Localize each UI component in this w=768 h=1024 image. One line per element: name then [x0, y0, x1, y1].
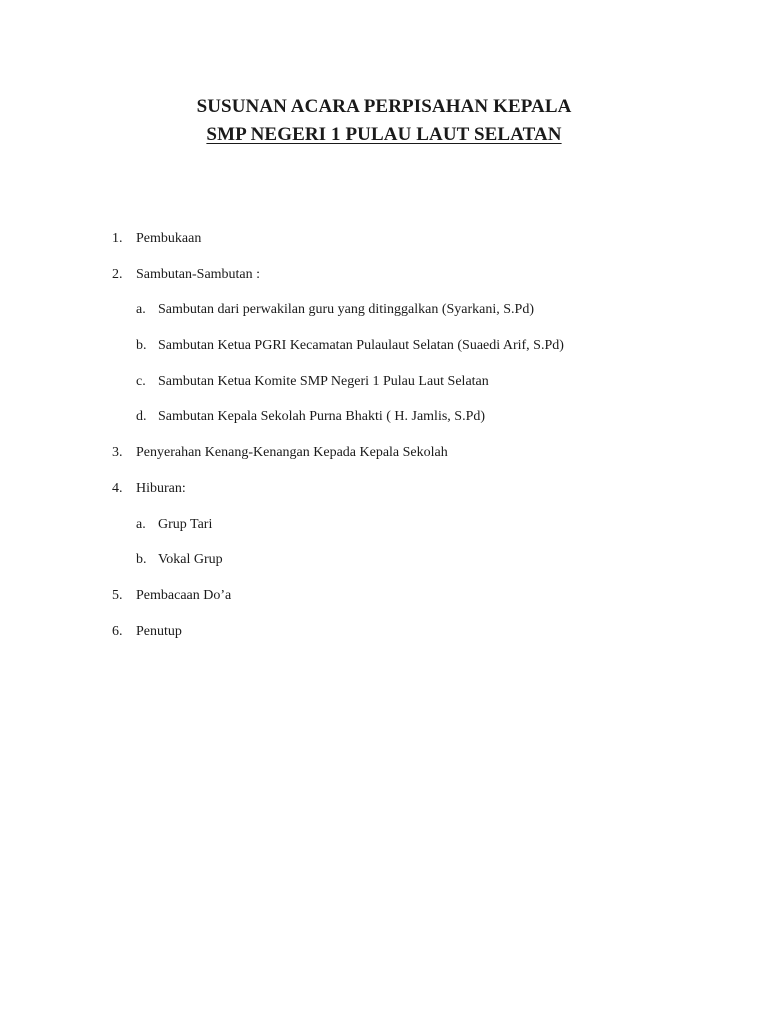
agenda-subitem-4b	[0, 550, 768, 570]
agenda-item-4	[0, 479, 768, 499]
agenda-item-5	[0, 586, 768, 606]
item-number: 3.	[112, 445, 123, 461]
agenda-list	[0, 229, 768, 657]
item-number: 5.	[112, 587, 123, 603]
agenda-item-6	[0, 622, 768, 642]
subitem-letter: b.	[136, 552, 147, 568]
subitem-letter: b.	[136, 338, 147, 354]
item-number: 4.	[112, 480, 123, 496]
agenda-item-1	[0, 229, 768, 249]
item-text: Penyerahan Kenang-Kenangan Kepada Kepala Sekolah	[136, 445, 448, 461]
document-title	[0, 93, 768, 149]
subitem-text: Grup Tari	[158, 516, 213, 532]
subitem-letter: a.	[136, 516, 146, 532]
item-text: Hiburan:	[136, 480, 186, 496]
subitem-letter: d.	[136, 409, 147, 425]
item-number: 2.	[112, 266, 123, 282]
subitem-text: Vokal Grup	[158, 552, 223, 568]
item-text: Sambutan-Sambutan :	[136, 266, 261, 282]
agenda-subitem-2d	[0, 407, 768, 427]
agenda-item-2	[0, 265, 768, 285]
item-text: Pembacaan Do’a	[136, 587, 232, 603]
agenda-item-3	[0, 443, 768, 463]
agenda-subitem-4a	[0, 515, 768, 535]
subitem-text: Sambutan dari perwakilan guru yang ditinggalkan (Syarkani, S.Pd)	[158, 302, 534, 318]
title-line-1: SUSUNAN ACARA PERPISAHAN KEPALA	[196, 96, 572, 117]
subitem-letter: a.	[136, 302, 146, 318]
agenda-subitem-2a	[0, 300, 768, 320]
item-text: Penutup	[136, 623, 182, 639]
title-line-2: SMP NEGERI 1 PULAU LAUT SELATAN	[206, 124, 562, 145]
subitem-text: Sambutan Ketua Komite SMP Negeri 1 Pulau Laut Selatan	[158, 373, 489, 389]
agenda-subitem-2c	[0, 372, 768, 392]
subitem-text: Sambutan Kepala Sekolah Purna Bhakti ( H. Jamlis, S.Pd)	[158, 409, 486, 425]
agenda-subitem-2b	[0, 336, 768, 356]
subitem-text: Sambutan Ketua PGRI Kecamatan Pulaulaut Selatan (Suaedi Arif, S.Pd)	[158, 338, 564, 354]
item-text: Pembukaan	[136, 231, 202, 246]
item-number: 1.	[112, 231, 123, 246]
subitem-letter: c.	[136, 373, 146, 389]
item-number: 6.	[112, 623, 123, 639]
